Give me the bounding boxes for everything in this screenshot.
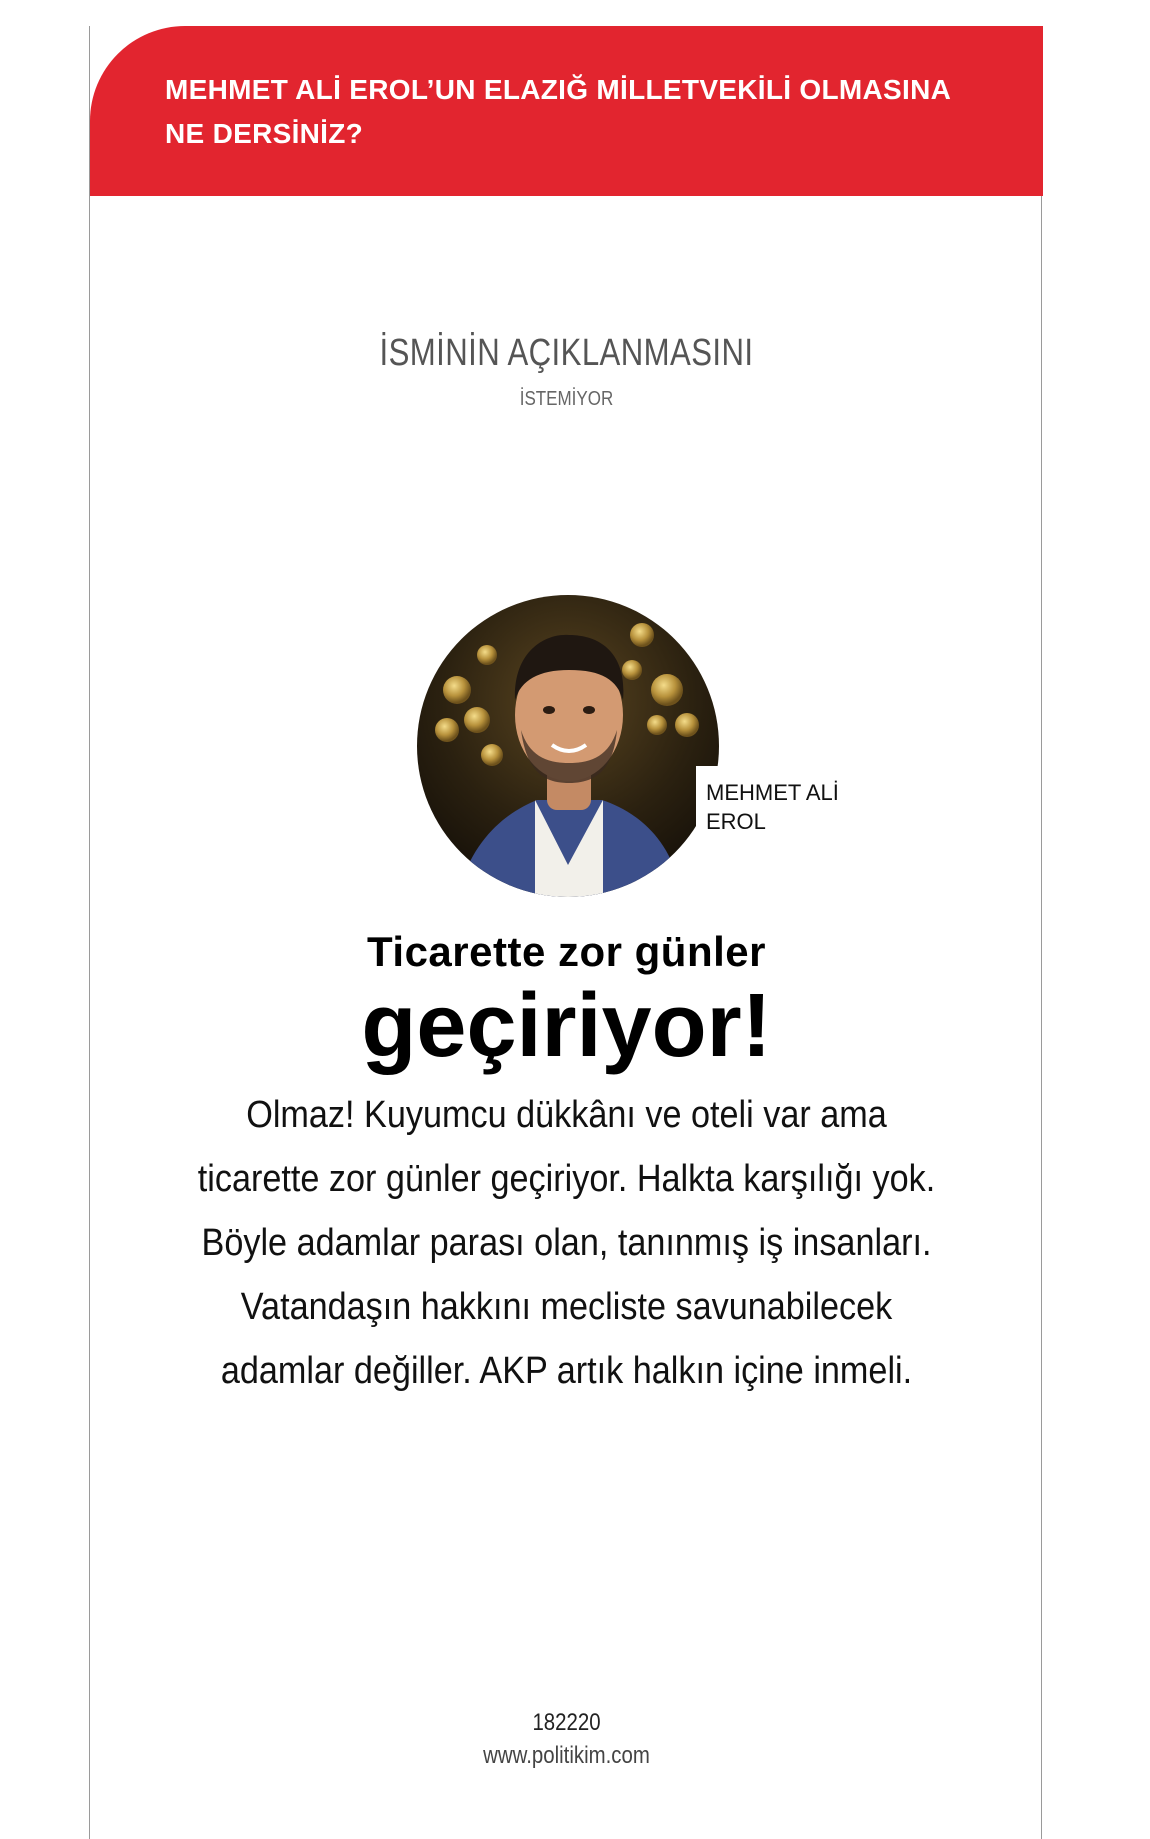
footer-code: 182220: [532, 1709, 601, 1736]
respondent-name: İSMİNİN AÇIKLANMASINI: [379, 332, 754, 374]
survey-card: [89, 26, 1042, 1839]
subject-name-label: MEHMET ALİ EROL: [696, 766, 864, 842]
subject-photo: [417, 595, 719, 897]
footer-site: www.politikim.com: [483, 1742, 650, 1769]
quote-text: Olmaz! Kuyumcu dükkânı ve oteli var ama ticarette zor günler geçiriyor. Halkta karşılığı yok. Böyle adamlar parası olan, tanınmış iş insanları. Vatandaşın hakkını mecliste savunabilecek adamlar değiller. AKP artık halkın içine inmeli.: [197, 1094, 936, 1392]
respondent-name-sub: İSTEMİYOR: [519, 388, 614, 410]
question-banner: [90, 26, 1043, 196]
headline-line-1: Ticarette zor günler: [367, 928, 766, 975]
question-text: MEHMET ALİ EROL’UN ELAZIĞ MİLLETVEKİLİ OLMASINA NE DERSİNİZ?: [165, 74, 951, 149]
headline-line-2: geçiriyor!: [361, 976, 772, 1076]
person-photo-icon: [417, 595, 719, 897]
